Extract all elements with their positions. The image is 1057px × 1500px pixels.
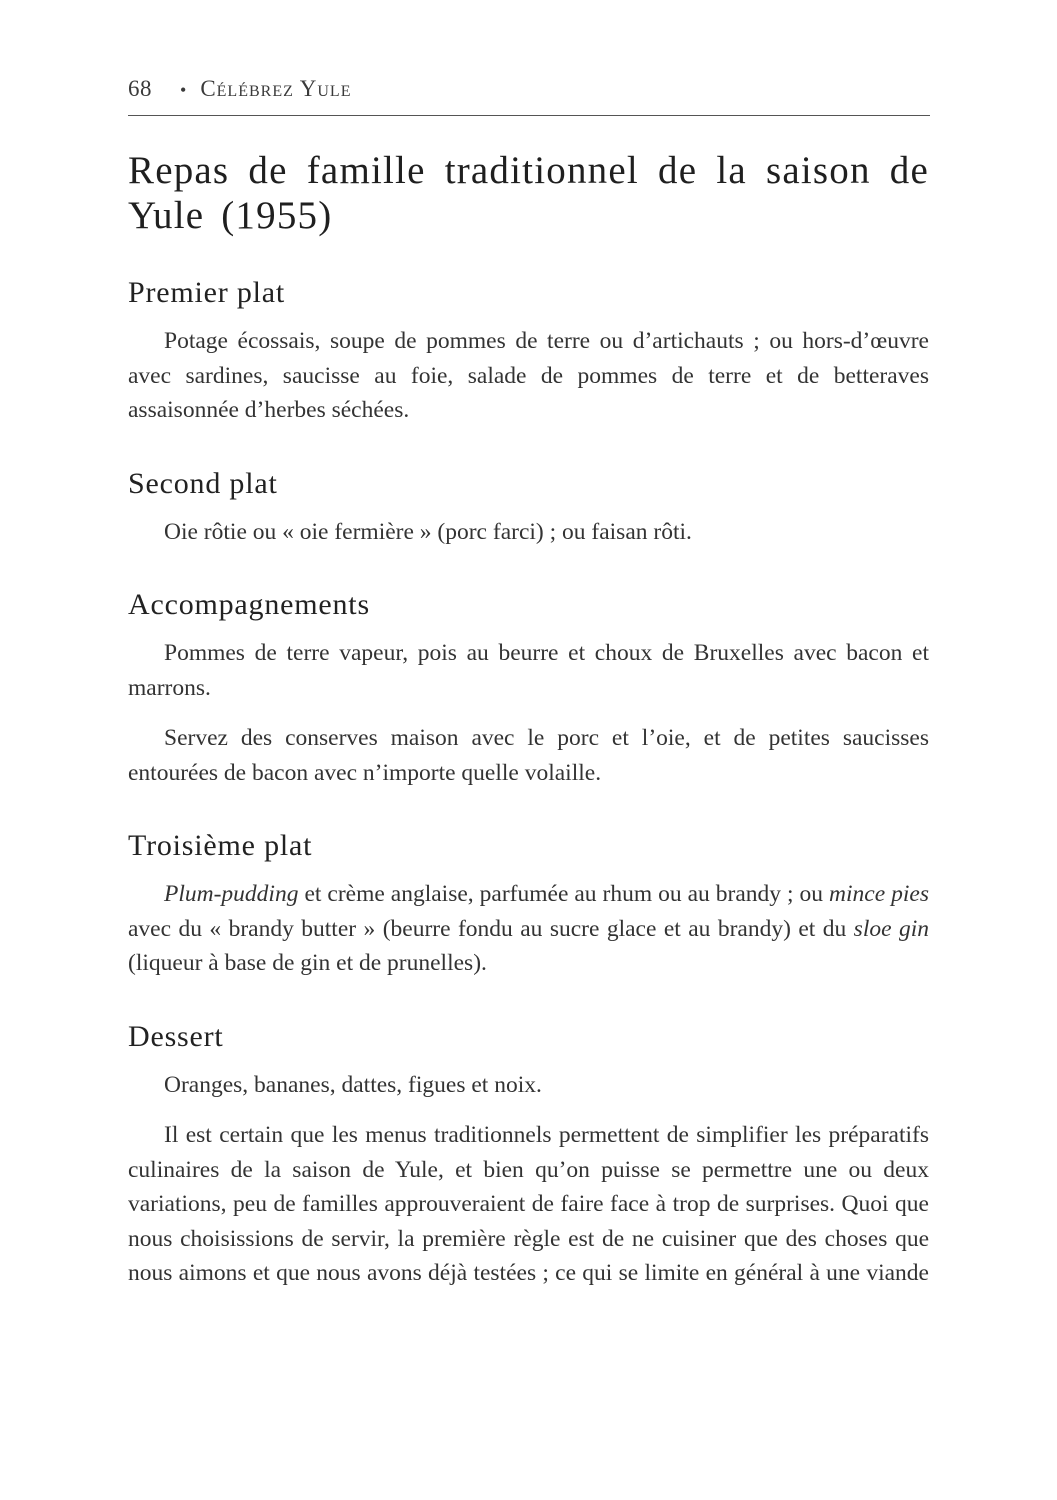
italic-sloe-gin: sloe gin bbox=[853, 915, 929, 942]
paragraph-troisieme-plat bbox=[128, 877, 929, 981]
section-heading-second-plat: Second plat bbox=[128, 466, 278, 500]
running-header bbox=[128, 72, 930, 112]
header-rule bbox=[128, 115, 930, 116]
text-segment-1: et crème anglaise, parfumée au rhum ou au brandy ; ou bbox=[298, 881, 830, 907]
paragraph-second-plat: Oie rôtie ou « oie fermière » (porc farci) ; ou faisan rôti. bbox=[164, 518, 692, 545]
paragraph-accompagnements-1: Pommes de terre vapeur, pois au beurre et choux de Bruxelles avec bacon et marrons. bbox=[128, 640, 929, 701]
section-heading-troisieme-plat: Troisième plat bbox=[128, 829, 313, 862]
italic-plum-pudding: Plum-pudding bbox=[164, 881, 299, 907]
text-segment-3: (liqueur à base de gin et de prunelles). bbox=[128, 950, 487, 976]
chapter-title: Repas de famille traditionnel de la saison de Yule (1955) bbox=[128, 149, 929, 237]
text-segment-2: avec du « brandy butter » (beurre fondu au sucre glace et au brandy) et du bbox=[128, 915, 854, 942]
section-heading-premier-plat: Premier plat bbox=[128, 276, 286, 309]
book-title: Célébrez Yule bbox=[200, 76, 352, 101]
paragraph-dessert-1: Oranges, bananes, dattes, figues et noix. bbox=[164, 1071, 542, 1098]
page-body bbox=[128, 148, 929, 1291]
paragraph-accompagnements-2: Servez des conserves maison avec le porc et l’oie, et de petites saucisses entourées de bacon avec n’importe quelle volaille. bbox=[128, 725, 929, 786]
section-heading-accompagnements: Accompagnements bbox=[128, 588, 370, 621]
bullet-separator: • bbox=[180, 80, 187, 100]
page-number: 68 bbox=[128, 76, 152, 101]
section-heading-dessert: Dessert bbox=[128, 1019, 224, 1053]
italic-mince-pies: mince pies bbox=[829, 881, 930, 907]
paragraph-premier-plat: Potage écossais, soupe de pommes de terre ou d’artichauts ; ou hors-d’œuvre avec sardines, saucisse au foie, salade de pommes de terre et de betteraves assaisonnée d’herbes séchées. bbox=[128, 328, 929, 423]
paragraph-dessert-2: Il est certain que les menus traditionnels permettent de simplifier les préparatifs culinaires de la saison de Yule, et bien qu’on puisse se permettre une ou deux variations, peu de familles approuveraient de faire face à trop de surprises. Quoi que nous choisissions de servir, la première règle est de ne cuisiner que des choses que nous aimons et que nous avons déjà testées ; ce qui se limite en général à une viande bbox=[128, 1122, 929, 1286]
